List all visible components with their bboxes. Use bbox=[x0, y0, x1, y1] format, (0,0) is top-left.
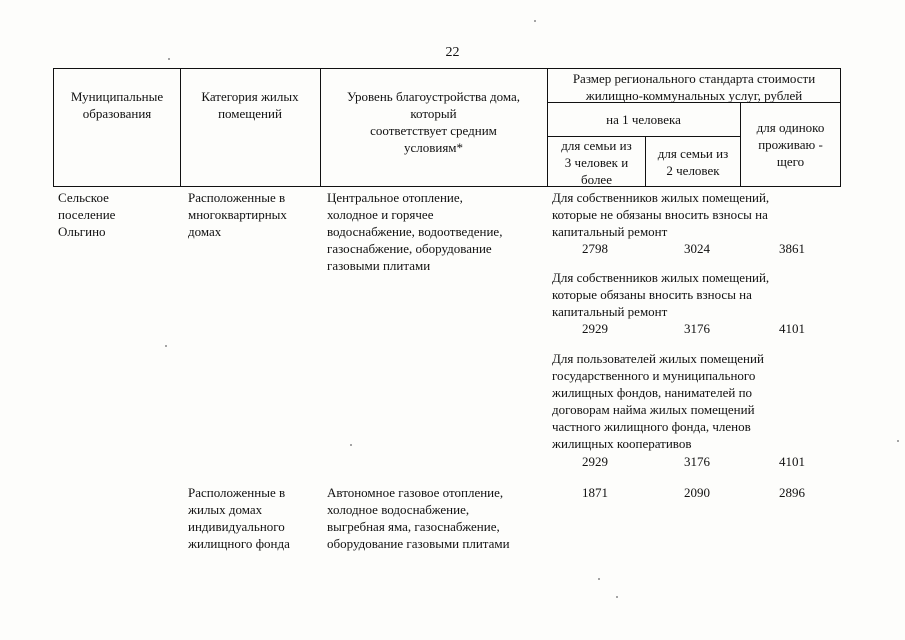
scan-speck bbox=[598, 578, 600, 580]
header-per-person: на 1 человека bbox=[606, 112, 681, 127]
value-family2-group2: 3176 bbox=[684, 321, 710, 336]
amenities-apartment-buildings: Центральное отопление, холодное и горячее водоснабжение, водоотведение, газоснабжение, оборудование газовыми плитами bbox=[327, 190, 503, 273]
scan-speck bbox=[534, 20, 536, 22]
value-single-group2: 4101 bbox=[779, 321, 805, 336]
group-owners-obliged: Для собственников жилых помещений, которые обязаны вносить взносы на капитальный ремонт bbox=[552, 270, 770, 319]
value-family3-group1: 2798 bbox=[582, 241, 608, 256]
header-family-2: для семьи из 2 человек bbox=[657, 146, 729, 178]
value-family3-group2: 2929 bbox=[582, 321, 608, 336]
group-tenants: Для пользователей жилых помещений государственного и муниципального жилищных фондов, нанимателей по договорам найма жилых помещений частного жилищного фонда, членов жилищных кооперативов bbox=[552, 351, 764, 451]
scan-speck bbox=[616, 596, 618, 598]
scan-speck bbox=[168, 58, 170, 60]
group-owners-not-obliged: Для собственников жилых помещений, которые не обязаны вносить взносы на капитальный ремонт bbox=[552, 190, 770, 239]
scan-speck bbox=[165, 345, 167, 347]
header-category: Категория жилых помещений bbox=[201, 89, 299, 121]
value-family2-private: 2090 bbox=[684, 485, 710, 500]
value-single-group1: 3861 bbox=[779, 241, 805, 256]
value-family2-group3: 3176 bbox=[684, 454, 710, 469]
municipality-cell: Сельское поселение Ольгино bbox=[58, 190, 116, 239]
header-standard-size: Размер регионального стандарта стоимости жилищно-коммунальных услуг, рублей bbox=[572, 71, 816, 103]
value-family2-group1: 3024 bbox=[684, 241, 710, 256]
header-family-3: для семьи из 3 человек и более bbox=[561, 138, 632, 187]
category-apartment-buildings: Расположенные в многоквартирных домах bbox=[188, 190, 287, 239]
amenities-private-houses: Автономное газовое отопление, холодное водоснабжение, выгребная яма, газоснабжение, оборудование газовыми плитами bbox=[327, 485, 510, 551]
scan-speck bbox=[897, 440, 899, 442]
header-single: для одиноко проживаю - щего bbox=[756, 120, 825, 169]
value-single-private: 2896 bbox=[779, 485, 805, 500]
value-family3-private: 1871 bbox=[582, 485, 608, 500]
value-single-group3: 4101 bbox=[779, 454, 805, 469]
category-private-houses: Расположенные в жилых домах индивидуального жилищного фонда bbox=[188, 485, 290, 551]
value-family3-group3: 2929 bbox=[582, 454, 608, 469]
page-number: 22 bbox=[445, 45, 460, 60]
scan-speck bbox=[350, 444, 352, 446]
header-municipality: Муниципальные образования bbox=[70, 89, 164, 121]
header-amenities: Уровень благоустройства дома, который соответствует средним условиям* bbox=[346, 89, 521, 155]
